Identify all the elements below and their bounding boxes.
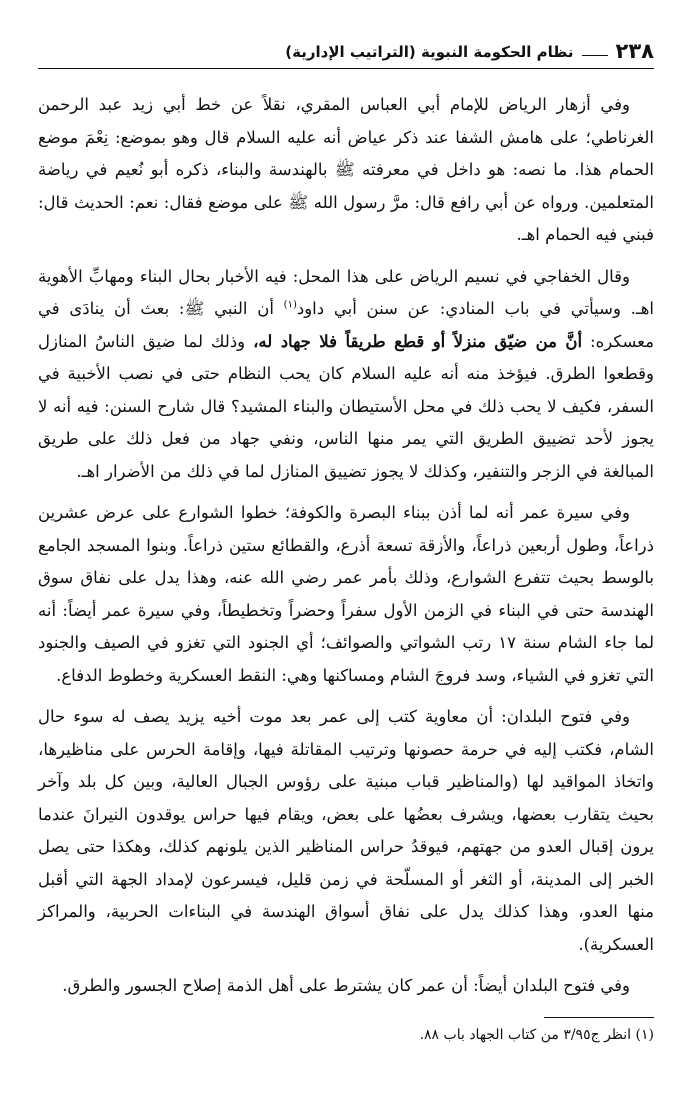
running-title: نظام الحكومة النبوية (التراتيب الإدارية) (285, 43, 574, 61)
paragraph-2-text-a: وقال الخفاجي في نسيم الرياض على هذا المحل: فيه الأخبار بحال البناء ومهابِّ الأهوية اهـ. وسيأتي في باب المنادي: عن سنن أبي داود (38, 266, 655, 318)
header-dash (582, 55, 608, 56)
hadith-quote: أنَّ من ضيّق منزلاً أو قطع طريقاً فلا جهاد له، (253, 331, 583, 351)
paragraph-5: وفي فتوح البلدان أيضاً: أن عمر كان يشترط على أهل الذمة إصلاح الجسور والطرق. (62, 976, 630, 995)
footnote-separator (544, 1017, 654, 1018)
footnote-reference[interactable]: (١) (283, 299, 297, 311)
page-body (38, 89, 654, 1003)
page-number: ٢٣٨ (615, 39, 654, 63)
page-header (38, 32, 654, 69)
paragraph-3: وفي سيرة عمر أنه لما أذن ببناء البصرة والكوفة؛ خطوا الشوارع على عرض عشرين ذراعاً، وطول أربعين ذراعاً، والأزقة تسعة أذرع، والقطائع ستين ذراعاً. وبنوا المسجد الجامع بالوسط بحيث تتفرع الشوارع، وذلك بأمر عمر رضي الله عنه، وهذا يدل على نفاق سوق الهندسة حتى في البناء في الزمن الأول سفراً وحضراً وتخطيطاً، وفي سيرة عمر أيضاً: أنه لما جاء الشام سنة ١٧ رتب الشواتي والصوائف؛ أي الجنود التي تغزو في الصيف والجنود التي تغزو في الشياء، وسد فروجَ الشام ومساكنها وهي: النقط العسكرية وخطوط الدفاع. (38, 503, 654, 685)
paragraph-1: وفي أزهار الرياض للإمام أبي العباس المقري، نقلاً عن خط أبي زيد عبد الرحمن الغرناطي؛ على هامش الشفا عند ذكر عياض أنه عليه السلام قال وهو بموضع: نِعْمَ موضع الحمام هذا. ما نصه: هو داخل في معرفته ﷺ بالهندسة والبناء، ذكره أبو نُعيم في رياضة المتعلمين. ورواه عن أبي رافع قال: مرَّ رسول الله ﷺ على موضع فقال: نعم: الحديث قال: فبني فيه الحمام اهـ. (38, 95, 654, 244)
paragraph-2-text-c: وذلك لما ضيق الناسُ المنازل وقطعوا الطرق. فيؤخذ منه أنه عليه السلام كان يحب النظام حتى في نصب الأخبية في السفر، فكيف لا يحب ذلك في محل الأستيطان والبناء المشيد؟ قال شارح السنن: فيه أنه لا يجوز لأحد تضييق الطريق التي يمر منها الناس، ونفي جهاد من فعل ذلك على طريق المبالغة في الزجر والتنفير، وكذلك لا يجوز تضييق المنازل لما في ذلك من الأضرار اهـ. (38, 331, 654, 481)
paragraph-2-text-b: أن النبي ﷺ: بعث أن ينادَى في معسكره: (38, 299, 654, 351)
paragraph-2 (38, 261, 654, 489)
paragraph-4: وفي فتوح البلدان: أن معاوية كتب إلى عمر بعد موت أخيه يزيد يصف له سوء حال الشام، فكتب إليه في حرمة حصونها وترتيب المقاتلة فيها، وإقامة الحرس على مناظيرها، واتخاذ المواقيد لها (والمناظير قباب مبنية على رؤوس الجبال العالية، وبين كل بلد وآخر بحيث يتقارب بعضها، ويشرف بعضُها على بعض، ويقام فيها حراس يوقدون النيرانَ عندما يرون إقبال العدو من جهتهم، فيوقدُ حراس المناظير الذين يلونهم كذلك، وهكذا حتى يصل الخبر إلى المدينة، أو الثغر أو المسلّحة في زمن قليل، فيسرعون لإمداد الجهة التي أقبل منها العدو، وهذا كذلك يدل على نفاق أسواق الهندسة في البناءات الحربية، والمراكز العسكرية). (38, 707, 654, 954)
footnote: (١) انظر ج٣/٩٥ من كتاب الجهاد باب ٨٨. (419, 1026, 654, 1043)
header-rule (38, 68, 654, 69)
